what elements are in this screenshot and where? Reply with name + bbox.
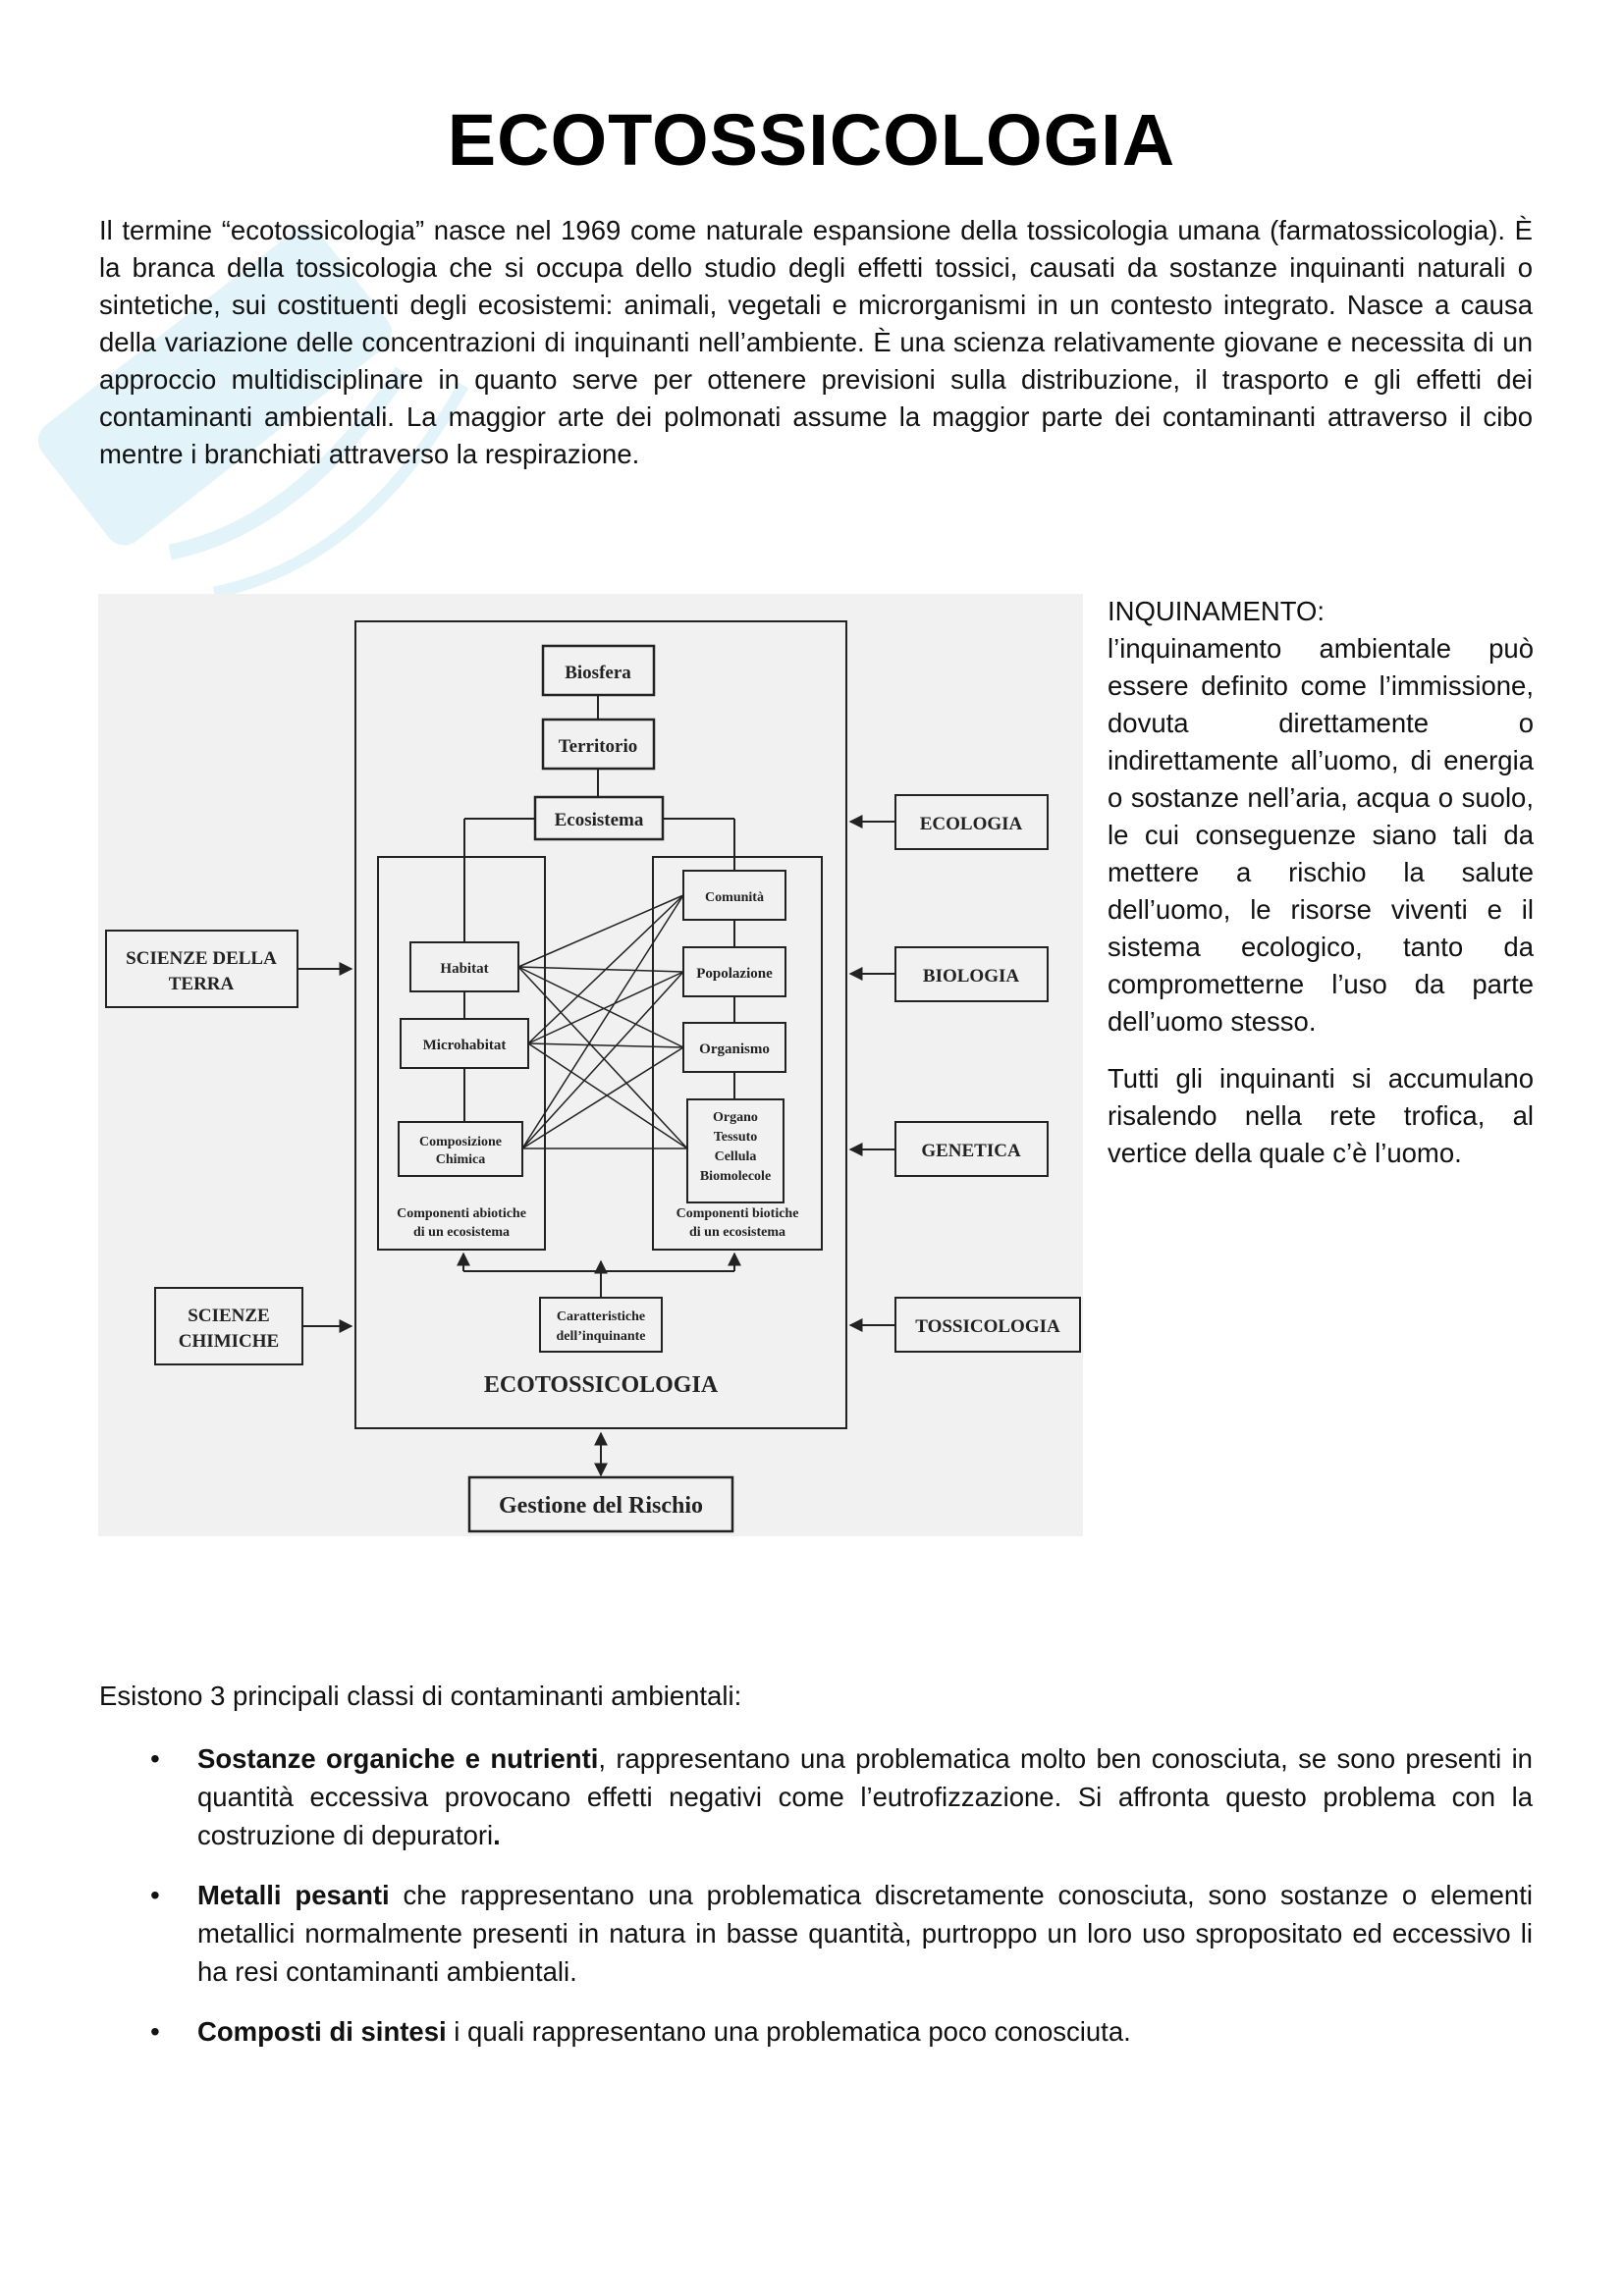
label-scienze-chimiche-2: CHIMICHE: [178, 1331, 280, 1352]
label-caratteristiche-2: dell’inquinante: [556, 1329, 646, 1344]
label-comunita: Comunità: [705, 890, 764, 905]
label-abiotiche-2: di un ecosistema: [413, 1225, 510, 1240]
list-item: [99, 1739, 1533, 1854]
item-term: Composti di sintesi: [197, 2016, 447, 2047]
label-abiotiche-1: Componenti abiotiche: [397, 1206, 526, 1221]
list-item: [99, 2012, 1533, 2051]
contaminant-classes-list: [99, 1739, 1533, 2072]
label-scienze-terra-1: SCIENZE DELLA: [126, 948, 277, 969]
box-scienze-chimiche: [155, 1288, 302, 1364]
item-term: Metalli pesanti: [197, 1880, 390, 1910]
label-ecotossicologia: ECOTOSSICOLOGIA: [483, 1372, 719, 1398]
label-composizione-1: Composizione: [419, 1135, 502, 1149]
item-text: i quali rappresentano una problematica poco conosciuta.: [446, 2016, 1131, 2047]
ecotoxicology-diagram: [98, 594, 1083, 1536]
label-cellula: Cellula: [714, 1149, 757, 1164]
label-composizione-2: Chimica: [435, 1152, 486, 1167]
label-genetica: GENETICA: [921, 1141, 1021, 1161]
label-biologia: BIOLOGIA: [922, 966, 1020, 987]
page-title: ECOTOSSICOLOGIA: [447, 99, 1176, 181]
label-caratteristiche-1: Caratteristiche: [556, 1309, 646, 1324]
label-tossicologia: TOSSICOLOGIA: [915, 1316, 1060, 1337]
item-term: Sostanze organiche e nutrienti: [197, 1743, 599, 1774]
list-item: [99, 1876, 1533, 1991]
item-text: , rappresentano una problematica molto ben conosciuta, se sono presenti in quantità eccessiva provocano effetti negativi come l’eutrofizzazione. Si affronta questo problema con la costruzione di depuratori: [197, 1743, 1533, 1850]
label-popolazione: Popolazione: [696, 966, 773, 982]
label-gestione-rischio: Gestione del Rischio: [499, 1493, 703, 1519]
bullet-icon: •: [150, 2016, 160, 2047]
label-scienze-chimiche-1: SCIENZE: [188, 1306, 270, 1326]
label-biosfera: Biosfera: [565, 663, 631, 683]
inquinamento-definition: l’inquinamento ambientale può essere definito come l’immissione, dovuta direttamente o indirettamente all’uomo, di energia o sostanze nell’aria, acqua o suolo, le cui conseguenze siano tali da mettere a rischio la salute dell’uomo, le risorse viventi e il sistema ecologico, tanto da comprometterne l’uso da parte dell’uomo stesso.: [1108, 633, 1534, 1037]
inquinamento-section: [1108, 593, 1534, 1192]
label-biotiche-1: Componenti biotiche: [676, 1206, 799, 1221]
label-scienze-terra-2: TERRA: [168, 974, 235, 994]
label-ecologia: ECOLOGIA: [919, 814, 1023, 834]
label-tessuto: Tessuto: [713, 1130, 758, 1145]
label-organismo: Organismo: [699, 1041, 770, 1057]
label-biotiche-2: di un ecosistema: [689, 1225, 785, 1240]
label-habitat: Habitat: [440, 961, 489, 977]
inquinamento-heading: INQUINAMENTO:: [1108, 596, 1325, 626]
item-text: che rappresentano una problematica discretamente conosciuta, sono sostanze o elementi metallici normalmente presenti in natura in basse quantità, purtroppo un loro uso spropositato ed eccessivo li ha resi contaminanti ambientali.: [197, 1880, 1533, 1987]
label-microhabitat: Microhabitat: [422, 1038, 507, 1053]
label-organo: Organo: [713, 1110, 758, 1125]
item-tail: .: [493, 1820, 501, 1850]
label-ecosistema: Ecosistema: [554, 810, 644, 830]
inquinamento-note: Tutti gli inquinanti si accumulano risalendo nella rete trofica, al vertice della quale c’è l’uomo.: [1108, 1063, 1534, 1168]
diagram-canvas: [98, 594, 1083, 1536]
label-biomolecole: Biomolecole: [699, 1169, 772, 1184]
classes-intro: Esistono 3 principali classi di contaminanti ambientali:: [99, 1681, 742, 1711]
bullet-icon: •: [150, 1880, 160, 1910]
label-territorio: Territorio: [558, 736, 638, 757]
bullet-icon: •: [150, 1743, 160, 1774]
intro-paragraph: Il termine “ecotossicologia” nasce nel 1969 come naturale espansione della tossicologia umana (farmatossicologia). È la branca della tossicologia che si occupa dello studio degli effetti tossici, causati da sostanze inquinanti naturali o sintetiche, sui costituenti degli ecosistemi: animali, vegetali e microrganismi in un contesto integrato. Nasce a causa della variazione delle concentrazioni di inquinanti nell’ambiente. È una scienza relativamente giovane e necessita di un approccio multidisciplinare in quanto serve per ottenere previsioni sulla distribuzione, il trasporto e gli effetti dei contaminanti ambientali. La maggior arte dei polmonati assume la maggior parte dei contaminanti attraverso il cibo mentre i branchiati attraverso la respirazione.: [99, 215, 1533, 469]
box-scienze-terra: [106, 931, 298, 1007]
